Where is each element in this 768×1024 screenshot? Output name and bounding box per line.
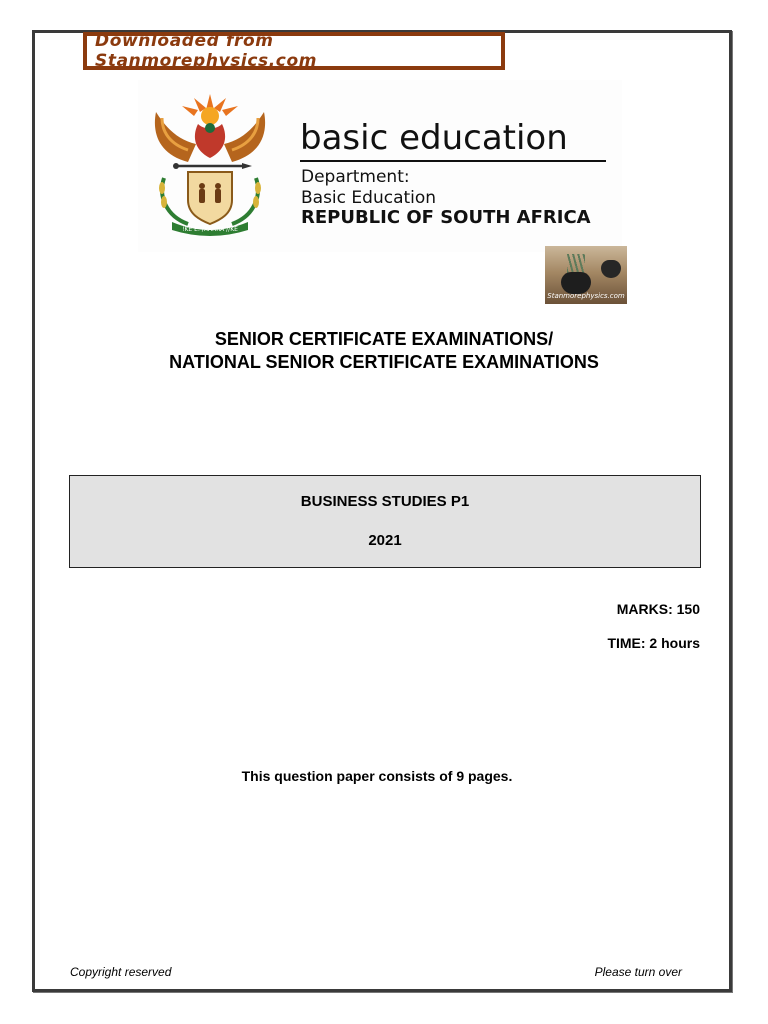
subject-box — [69, 475, 701, 568]
subject-title: BUSINESS STUDIES P1 — [300, 493, 470, 510]
photo-watermark-text: Stanmorephysics.com — [547, 292, 625, 300]
coat-of-arms-icon — [148, 92, 272, 236]
download-banner[interactable] — [83, 32, 505, 70]
time-label: TIME: 2 hours — [607, 635, 700, 651]
brand-divider — [300, 160, 606, 162]
footer-copyright: Copyright reserved — [70, 965, 172, 979]
plant-pot — [561, 272, 591, 294]
svg-text:!KE E: /XARRA //KE: !KE E: /XARRA //KE — [182, 226, 238, 233]
country-name: REPUBLIC OF SOUTH AFRICA — [301, 207, 591, 228]
plant-leaves — [567, 254, 585, 274]
subject-year: 2021 — [368, 532, 402, 549]
plant-pot — [601, 260, 621, 278]
exam-heading-line1: SENIOR CERTIFICATE EXAMINATIONS/ — [214, 329, 554, 349]
brand-title: basic education — [300, 118, 568, 158]
watermark-photo — [545, 246, 627, 304]
exam-heading-line2: NATIONAL SENIOR CERTIFICATE EXAMINATIONS — [169, 352, 599, 372]
page-count-note: This question paper consists of 9 pages. — [241, 768, 513, 784]
marks-label: MARKS: 150 — [616, 601, 700, 617]
department-label: Department: — [301, 167, 410, 187]
department-name: Basic Education — [301, 188, 437, 208]
download-banner-text: Downloaded from Stanmorephysics.com — [95, 31, 318, 71]
footer-turn-over: Please turn over — [594, 965, 682, 979]
